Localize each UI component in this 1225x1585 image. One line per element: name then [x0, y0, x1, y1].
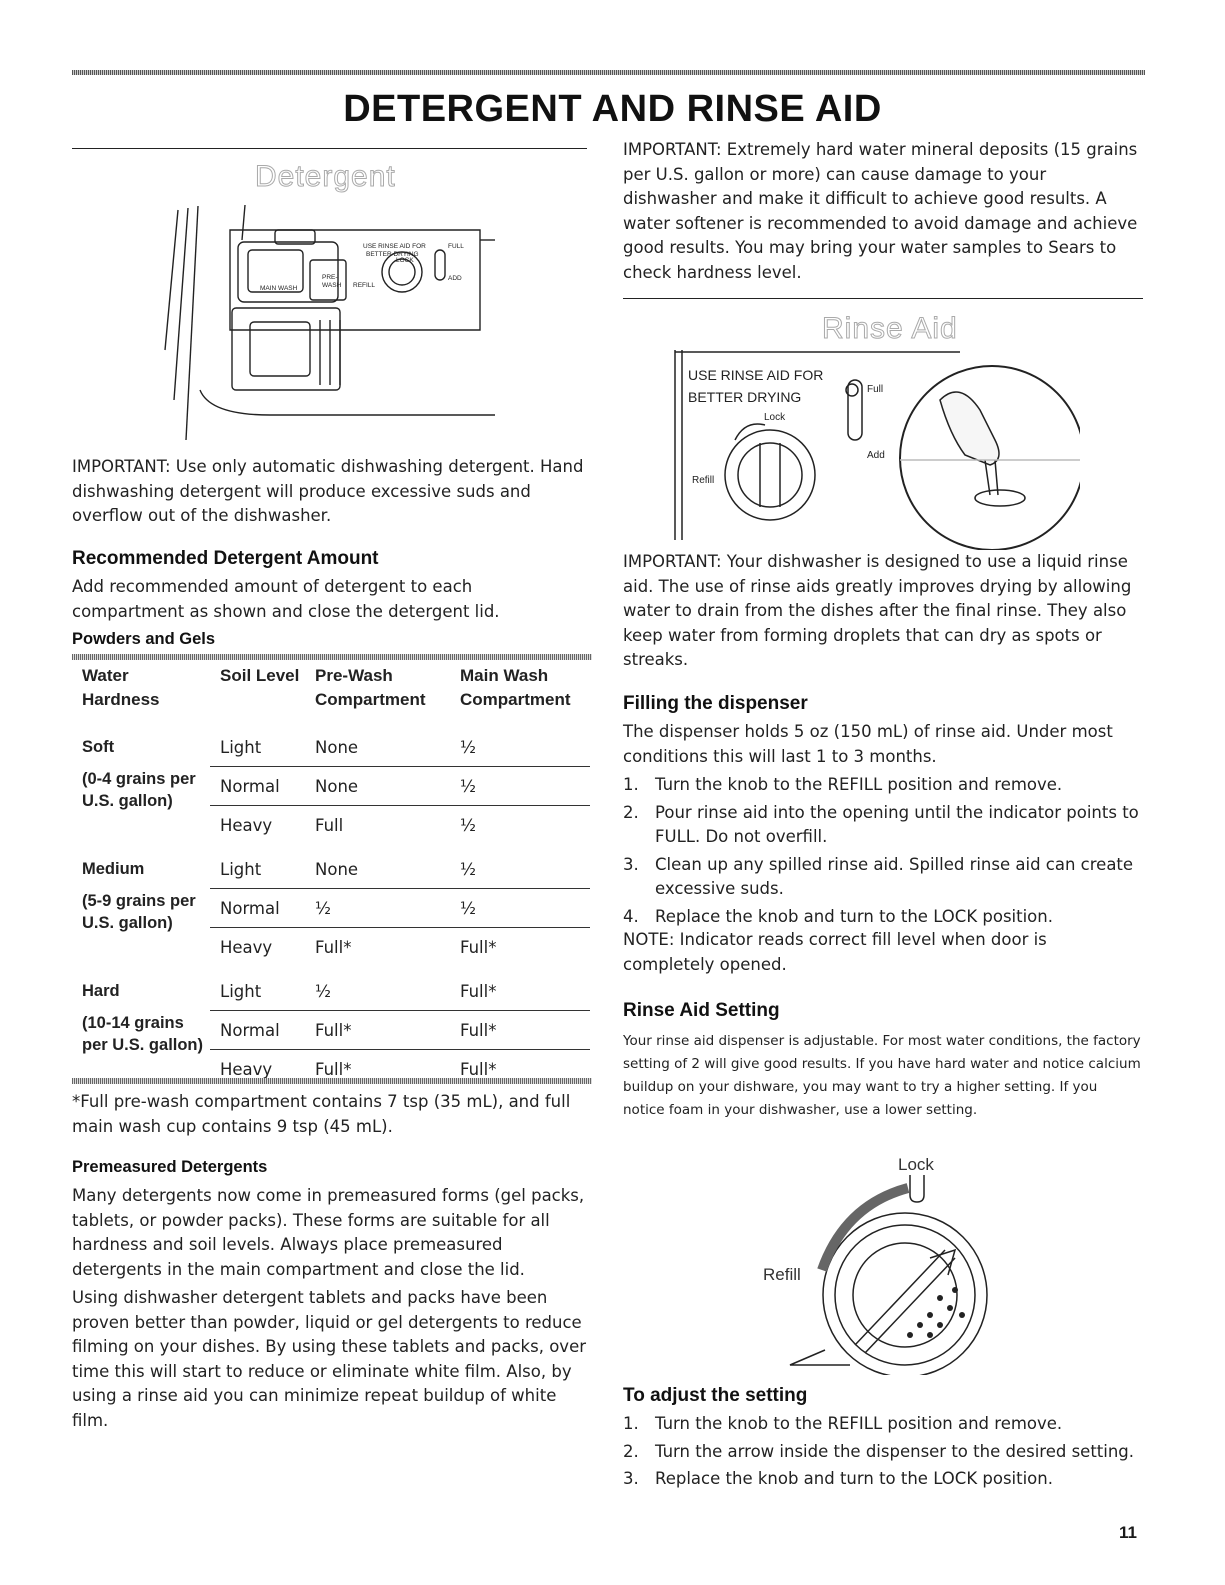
- rinse-better-label: BETTER DRYING: [688, 389, 802, 405]
- list-item: [623, 905, 1143, 930]
- col-header-hardness: Water Hardness: [82, 666, 160, 709]
- table-row: [72, 969, 590, 1011]
- step-number: 2.: [623, 1441, 639, 1461]
- mainwash-cell: Full*: [450, 1011, 590, 1050]
- setting-text: Your rinse aid dispenser is adjustable. For most water conditions, the factory setting of 2 will give good results. If you have hard water and notice calcium buildup on your dishware, you may want to try a higher setting. If you notice foam in your dishwasher, use a lower setting.: [623, 1033, 1141, 1118]
- mainwash-cell: ½: [460, 737, 476, 757]
- top-rule: [72, 70, 1145, 75]
- detergent-better-label: BETTER DRYING: [366, 251, 419, 258]
- prewash-cell: ½: [305, 889, 450, 928]
- detergent-dispenser-illustration: [150, 200, 510, 450]
- mainwash-cell: ½: [450, 806, 590, 848]
- soil-cell: Heavy: [210, 928, 305, 970]
- step-number: 1.: [623, 775, 639, 794]
- detergent-refill-label: REFILL: [353, 282, 376, 289]
- rinse-add-label: Add: [867, 450, 885, 461]
- step-number: 4.: [623, 906, 639, 926]
- soil-cell: Light: [220, 859, 262, 879]
- step-text: Turn the arrow inside the dispenser to the desired setting.: [655, 1441, 1135, 1461]
- prewash-cell: Full*: [305, 1050, 450, 1089]
- detergent-important: IMPORTANT: Use only automatic dishwashing detergent. Hand dishwashing detergent will produce excessive suds and overflow out of the dishwasher.: [72, 457, 584, 525]
- mainwash-cell: ½: [450, 889, 590, 928]
- page-number: 11: [1119, 1523, 1137, 1542]
- mainwash-cell: ½: [450, 767, 590, 806]
- hardness-name: Soft: [82, 738, 115, 756]
- mainwash-cell: Full*: [450, 1050, 590, 1089]
- rinse-full-label: Full: [867, 384, 884, 395]
- prewash-cell: None: [315, 859, 359, 879]
- premeasured-heading: Premeasured Detergents: [72, 1158, 268, 1176]
- rinse-aid-figure-title: Rinse Aid: [822, 312, 958, 345]
- detergent-pre-label: PRE-: [322, 274, 338, 281]
- section-rule: [72, 148, 587, 149]
- step-number: 3.: [623, 1469, 639, 1488]
- mainwash-cell: ½: [460, 859, 476, 879]
- hardness-cell: [72, 725, 210, 847]
- filling-heading: Filling the dispenser: [623, 693, 808, 714]
- soil-cell: Light: [220, 981, 262, 1001]
- detergent-figure-title: Detergent: [255, 160, 396, 193]
- hardness-detail: (0-4 grains per U.S. gallon): [82, 770, 196, 810]
- filling-text: The dispenser holds 5 oz (150 mL) of rinse aid. Under most conditions this will last 1 to 3 months.: [623, 722, 1113, 766]
- fill-note: NOTE: Indicator reads correct fill level when door is completely opened.: [623, 930, 1047, 974]
- soil-cell: Normal: [210, 1011, 305, 1050]
- col-header-mainwash: Main Wash Compartment: [460, 666, 571, 709]
- step-number: 2.: [623, 802, 639, 822]
- premeasured-paragraph-2: Using dishwasher detergent tablets and packs have been proven better than powder, liquid or gel detergents to reduce filming on your dishes. By using these tablets and packs, over time this will start to reduce or eliminate white film. Also, by using a rinse aid you can minimize repeat buildup of white film.: [72, 1288, 586, 1430]
- soil-cell: Light: [220, 737, 262, 757]
- detergent-table: [72, 660, 590, 1088]
- premeasured-paragraph-1: Many detergents now come in premeasured forms (gel packs, tablets, or powder packs). These forms are suitable for all hardness and soil levels. Always place premeasured detergents in the main compartment and close the lid.: [72, 1186, 585, 1279]
- soil-cell: Normal: [210, 767, 305, 806]
- page-title: DETERGENT AND RINSE AID: [343, 88, 882, 130]
- hardness-name: Medium: [82, 860, 145, 878]
- knob-adjust-illustration: [750, 1150, 1010, 1375]
- prewash-cell: Full*: [305, 1011, 450, 1050]
- adjust-steps: [623, 1412, 1143, 1495]
- prewash-cell: None: [305, 767, 450, 806]
- step-number: 3.: [623, 854, 639, 874]
- hardness-detail: (5-9 grains per U.S. gallon): [82, 892, 196, 932]
- rinse-use-label: USE RINSE AID FOR: [688, 367, 824, 383]
- step-number: 1.: [623, 1414, 639, 1433]
- section-rule: [623, 298, 1143, 299]
- filling-steps: [623, 773, 1143, 932]
- list-item: [623, 801, 1143, 850]
- col-header-prewash: Pre-Wash Compartment: [315, 666, 426, 709]
- table-row: [72, 725, 590, 767]
- detergent-main-wash-label: MAIN WASH: [260, 285, 298, 292]
- step-text: Turn the knob to the REFILL position and remove.: [655, 1414, 1063, 1433]
- detergent-use-rinse-label: USE RINSE AID FOR: [363, 243, 426, 250]
- rinse-refill-label: Refill: [692, 475, 715, 486]
- hardness-name: Hard: [82, 982, 120, 1000]
- list-item: [623, 1440, 1143, 1465]
- mainwash-cell: Full*: [460, 981, 497, 1001]
- rinse-aid-important: IMPORTANT: Your dishwasher is designed to use a liquid rinse aid. The use of rinse aids greatly improves drying by allowing water to drain from the dishes after the final rinse. They also keep water from forming droplets that can dry as spots or streaks.: [623, 552, 1132, 669]
- step-text: Replace the knob and turn to the LOCK position.: [655, 1469, 1053, 1488]
- list-item: [623, 1467, 1143, 1492]
- hardness-cell: [72, 969, 210, 1088]
- knob-lock-label: Lock: [898, 1155, 934, 1174]
- adjust-heading: To adjust the setting: [623, 1385, 808, 1406]
- prewash-cell: Full*: [305, 928, 450, 970]
- list-item: [623, 773, 1143, 798]
- powders-heading: Powders and Gels: [72, 630, 216, 648]
- detergent-wash-label: WASH: [322, 282, 342, 289]
- rinse-lock-label: Lock: [764, 412, 786, 423]
- rinse-aid-dispenser-illustration: [660, 340, 1080, 550]
- step-text: Clean up any spilled rinse aid. Spilled rinse aid can create excessive suds.: [655, 854, 1134, 898]
- hardness-cell: [72, 847, 210, 969]
- step-text: Pour rinse aid into the opening until the indicator points to FULL. Do not overfill.: [655, 802, 1139, 846]
- table-footnote: *Full pre-wash compartment contains 7 tsp (35 mL), and full main wash cup contains 9 tsp (45 mL).: [72, 1092, 571, 1136]
- prewash-cell: ½: [315, 981, 331, 1001]
- detergent-add-label: ADD: [448, 275, 462, 282]
- recommended-text: Add recommended amount of detergent to each compartment as shown and close the detergent lid.: [72, 577, 500, 621]
- hardness-detail: (10-14 grains per U.S. gallon): [82, 1014, 204, 1054]
- detergent-full-label: FULL: [448, 243, 464, 250]
- table-bottom-rule: [72, 1078, 592, 1084]
- table-row: [72, 847, 590, 889]
- step-text: Replace the knob and turn to the LOCK position.: [655, 906, 1053, 926]
- soil-cell: Heavy: [210, 806, 305, 848]
- prewash-cell: None: [315, 737, 359, 757]
- soil-cell: Heavy: [210, 1050, 305, 1089]
- detergent-lock-label: LOCK: [396, 257, 414, 264]
- setting-heading: Rinse Aid Setting: [623, 1000, 780, 1021]
- soil-cell: Normal: [210, 889, 305, 928]
- recommended-heading: Recommended Detergent Amount: [72, 548, 379, 569]
- mainwash-cell: Full*: [450, 928, 590, 970]
- prewash-cell: Full: [305, 806, 450, 848]
- list-item: [623, 853, 1143, 902]
- hard-water-important: IMPORTANT: Extremely hard water mineral deposits (15 grains per U.S. gallon or more) can cause damage to your dishwasher and make it difficult to achieve good results. A water softener is recommended to avoid damage and achieve good results. You may bring your water samples to Sears to check hardness level.: [623, 140, 1138, 282]
- step-text: Turn the knob to the REFILL position and remove.: [655, 775, 1063, 794]
- col-header-soil: Soil Level: [220, 666, 300, 685]
- knob-refill-label: Refill: [763, 1265, 801, 1284]
- list-item: [623, 1412, 1143, 1437]
